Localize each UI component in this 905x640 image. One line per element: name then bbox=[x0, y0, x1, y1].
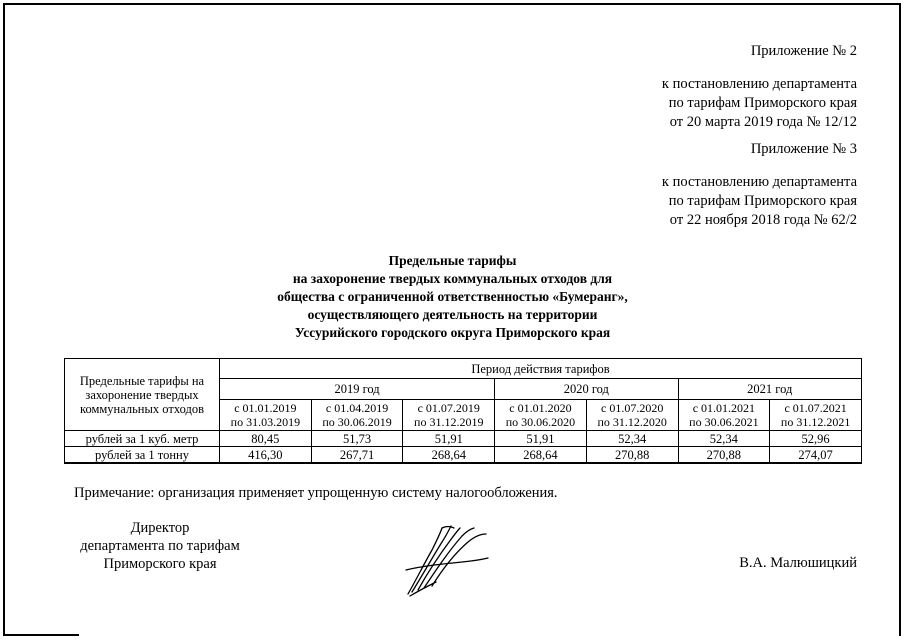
document-title bbox=[0, 252, 905, 342]
period-cell: с 01.01.2021 по 30.06.2021 bbox=[678, 400, 770, 431]
period-cell: с 01.07.2020 по 31.12.2020 bbox=[586, 400, 678, 431]
table-row bbox=[65, 431, 862, 447]
year-header-2020: 2020 год bbox=[495, 379, 678, 400]
row-header-line: захоронение твердых bbox=[85, 387, 199, 402]
value-cell: 267,71 bbox=[311, 447, 403, 464]
signer-name: В.А. Малюшицкий bbox=[739, 555, 857, 571]
appendix-line: по тарифам Приморского края bbox=[668, 193, 857, 209]
signer-position-line: департамента по тарифам bbox=[80, 538, 240, 554]
appendix-3-block bbox=[662, 140, 857, 230]
appendix-line: к постановлению департамента bbox=[661, 76, 857, 92]
year-header-2021: 2021 год bbox=[678, 379, 861, 400]
appendix-line: от 22 ноября 2018 года № 62/2 bbox=[669, 212, 857, 228]
appendix-2-block bbox=[662, 42, 857, 132]
signer-position bbox=[60, 519, 260, 573]
appendix-line: к постановлению департамента bbox=[661, 174, 857, 190]
handwritten-signature bbox=[402, 520, 492, 600]
value-cell: 270,88 bbox=[586, 447, 678, 464]
value-cell: 52,34 bbox=[586, 431, 678, 447]
signer-position-line: Директор bbox=[130, 520, 190, 536]
year-header-2019: 2019 год bbox=[220, 379, 495, 400]
title-line: осуществляющего деятельность на территории bbox=[307, 307, 598, 322]
period-header: Период действия тарифов bbox=[220, 359, 862, 379]
tariff-table bbox=[64, 358, 862, 464]
period-cell: с 01.01.2019 по 31.03.2019 bbox=[220, 400, 312, 431]
period-cell: с 01.07.2021 по 31.12.2021 bbox=[770, 400, 862, 431]
row-header-line: коммунальных отходов bbox=[80, 401, 204, 416]
appendix-line: по тарифам Приморского края bbox=[668, 95, 857, 111]
row-header-line: Предельные тарифы на bbox=[79, 373, 205, 388]
row-header-cell bbox=[65, 359, 220, 431]
tax-note: Примечание: организация применяет упрощенную систему налогообложения. bbox=[74, 485, 558, 501]
value-cell: 51,73 bbox=[311, 431, 403, 447]
value-cell: 52,34 bbox=[678, 431, 770, 447]
title-line: на захоронение твердых коммунальных отходов для bbox=[292, 271, 613, 286]
period-cell: с 01.07.2019 по 31.12.2019 bbox=[403, 400, 495, 431]
signer-position-line: Приморского края bbox=[103, 556, 217, 572]
row-label: рублей за 1 тонну bbox=[65, 447, 220, 464]
value-cell: 268,64 bbox=[403, 447, 495, 464]
value-cell: 80,45 bbox=[220, 431, 312, 447]
title-line: Уссурийского городского округа Приморского края bbox=[294, 325, 611, 340]
appendix-heading: Приложение № 3 bbox=[750, 141, 857, 157]
table-row bbox=[65, 447, 862, 464]
value-cell: 274,07 bbox=[770, 447, 862, 464]
appendix-line: от 20 марта 2019 года № 12/12 bbox=[669, 114, 857, 130]
title-line: Предельные тарифы bbox=[388, 253, 517, 268]
period-cell: с 01.01.2020 по 30.06.2020 bbox=[495, 400, 587, 431]
period-cell: с 01.04.2019 по 30.06.2019 bbox=[311, 400, 403, 431]
value-cell: 268,64 bbox=[495, 447, 587, 464]
title-line: общества с ограниченной ответственностью «Бумеранг», bbox=[277, 289, 628, 304]
bottom-rule bbox=[3, 634, 79, 636]
value-cell: 52,96 bbox=[770, 431, 862, 447]
row-label: рублей за 1 куб. метр bbox=[65, 431, 220, 447]
value-cell: 51,91 bbox=[403, 431, 495, 447]
value-cell: 51,91 bbox=[495, 431, 587, 447]
value-cell: 416,30 bbox=[220, 447, 312, 464]
value-cell: 270,88 bbox=[678, 447, 770, 464]
appendix-heading: Приложение № 2 bbox=[750, 43, 857, 59]
